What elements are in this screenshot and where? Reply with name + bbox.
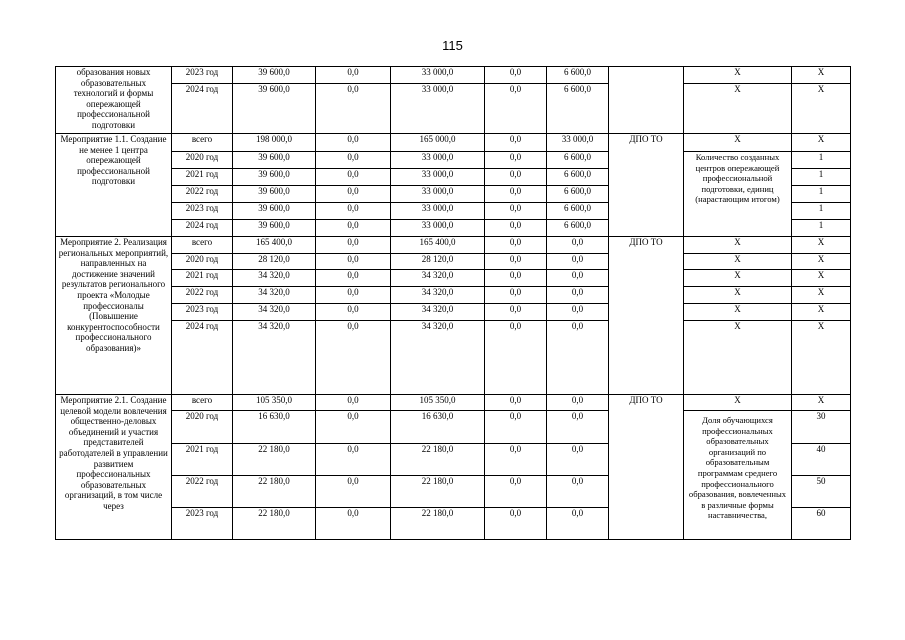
total-cell: 34 320,0 — [233, 287, 316, 304]
total-cell: 105 350,0 — [233, 395, 316, 411]
extra-cell: 0,0 — [547, 395, 609, 411]
total-cell: 165 400,0 — [233, 237, 316, 254]
value-cell: X — [792, 270, 851, 287]
indicator-cell: X — [684, 254, 792, 270]
federal-cell: 0,0 — [316, 67, 391, 84]
extra-cell: 33 000,0 — [547, 134, 609, 152]
executor-cell: ДПО ТО — [609, 134, 684, 237]
indicator-cell: X — [684, 237, 792, 254]
local-cell: 0,0 — [485, 254, 547, 270]
indicator-cell: X — [684, 270, 792, 287]
value-cell: 50 — [792, 476, 851, 508]
year-cell: 2024 год — [172, 220, 233, 237]
extra-cell: 0,0 — [547, 321, 609, 395]
federal-cell: 0,0 — [316, 444, 391, 476]
total-cell: 39 600,0 — [233, 67, 316, 84]
regional-cell: 22 180,0 — [391, 508, 485, 540]
federal-cell: 0,0 — [316, 237, 391, 254]
value-cell: X — [792, 254, 851, 270]
local-cell: 0,0 — [485, 444, 547, 476]
federal-cell: 0,0 — [316, 508, 391, 540]
extra-cell: 6 600,0 — [547, 152, 609, 169]
local-cell: 0,0 — [485, 67, 547, 84]
regional-cell: 22 180,0 — [391, 444, 485, 476]
local-cell: 0,0 — [485, 476, 547, 508]
total-cell: 39 600,0 — [233, 220, 316, 237]
value-cell: 40 — [792, 444, 851, 476]
measure-name: Мероприятие 2.1. Создание целевой модели вовлечения общественно-деловых объединений и участия представителей работодателей в управлении развитием профессиональных образовательных организаций, в том числе через — [56, 395, 172, 540]
value-cell: 1 — [792, 203, 851, 220]
total-cell: 39 600,0 — [233, 203, 316, 220]
year-cell: 2021 год — [172, 444, 233, 476]
federal-cell: 0,0 — [316, 476, 391, 508]
extra-cell: 0,0 — [547, 237, 609, 254]
table-row — [56, 152, 851, 169]
regional-cell: 34 320,0 — [391, 304, 485, 321]
extra-cell: 6 600,0 — [547, 67, 609, 84]
budget-table — [55, 66, 851, 540]
value-cell: X — [792, 395, 851, 411]
local-cell: 0,0 — [485, 270, 547, 287]
total-cell: 16 630,0 — [233, 411, 316, 444]
indicator-cell: X — [684, 321, 792, 395]
measure-name: Мероприятие 2. Реализация региональных мероприятий, направленных на достижение значений результатов регионального проекта «Молодые профессионалы (Повышение конкурентоспособности профессионального образования)» — [56, 237, 172, 395]
regional-cell: 33 000,0 — [391, 203, 485, 220]
local-cell: 0,0 — [485, 134, 547, 152]
extra-cell: 6 600,0 — [547, 203, 609, 220]
extra-cell: 0,0 — [547, 444, 609, 476]
federal-cell: 0,0 — [316, 152, 391, 169]
federal-cell: 0,0 — [316, 186, 391, 203]
value-cell: 1 — [792, 169, 851, 186]
regional-cell: 34 320,0 — [391, 287, 485, 304]
regional-cell: 28 120,0 — [391, 254, 485, 270]
local-cell: 0,0 — [485, 220, 547, 237]
year-cell: всего — [172, 134, 233, 152]
local-cell: 0,0 — [485, 321, 547, 395]
year-cell: 2024 год — [172, 84, 233, 134]
table-row — [56, 411, 851, 444]
local-cell: 0,0 — [485, 169, 547, 186]
total-cell: 39 600,0 — [233, 84, 316, 134]
year-cell: 2023 год — [172, 67, 233, 84]
value-cell: X — [792, 67, 851, 84]
total-cell: 22 180,0 — [233, 508, 316, 540]
regional-cell: 16 630,0 — [391, 411, 485, 444]
regional-cell: 33 000,0 — [391, 186, 485, 203]
executor-cell — [609, 67, 684, 134]
federal-cell: 0,0 — [316, 254, 391, 270]
year-cell: 2020 год — [172, 254, 233, 270]
year-cell: 2022 год — [172, 287, 233, 304]
year-cell: 2023 год — [172, 203, 233, 220]
total-cell: 34 320,0 — [233, 321, 316, 395]
indicator-cell: X — [684, 395, 792, 411]
executor-cell: ДПО ТО — [609, 237, 684, 395]
regional-cell: 34 320,0 — [391, 321, 485, 395]
federal-cell: 0,0 — [316, 270, 391, 287]
federal-cell: 0,0 — [316, 134, 391, 152]
table-row — [56, 395, 851, 411]
regional-cell: 105 350,0 — [391, 395, 485, 411]
value-cell: 1 — [792, 152, 851, 169]
indicator-cell: X — [684, 304, 792, 321]
value-cell: 1 — [792, 186, 851, 203]
regional-cell: 33 000,0 — [391, 152, 485, 169]
year-cell: 2020 год — [172, 411, 233, 444]
federal-cell: 0,0 — [316, 169, 391, 186]
indicator-cell: X — [684, 287, 792, 304]
total-cell: 198 000,0 — [233, 134, 316, 152]
local-cell: 0,0 — [485, 203, 547, 220]
total-cell: 22 180,0 — [233, 476, 316, 508]
measure-name: Мероприятие 1.1. Создание не менее 1 центра опережающей профессиональной подготовки — [56, 134, 172, 237]
regional-cell: 33 000,0 — [391, 67, 485, 84]
regional-cell: 33 000,0 — [391, 84, 485, 134]
executor-cell: ДПО ТО — [609, 395, 684, 540]
indicator-cell: X — [684, 67, 792, 84]
federal-cell: 0,0 — [316, 321, 391, 395]
total-cell: 22 180,0 — [233, 444, 316, 476]
year-cell: 2021 год — [172, 169, 233, 186]
table-row — [56, 287, 851, 304]
extra-cell: 0,0 — [547, 476, 609, 508]
regional-cell: 165 400,0 — [391, 237, 485, 254]
local-cell: 0,0 — [485, 84, 547, 134]
measure-name: образования новых образовательных технологий и формы опережающей профессиональной подготовки — [56, 67, 172, 134]
value-cell: X — [792, 321, 851, 395]
local-cell: 0,0 — [485, 237, 547, 254]
federal-cell: 0,0 — [316, 203, 391, 220]
extra-cell: 6 600,0 — [547, 186, 609, 203]
table-row — [56, 321, 851, 395]
indicator-description: Количество созданных центров опережающей профессиональной подготовки, единиц (нарастающим итогом) — [684, 152, 792, 237]
extra-cell: 0,0 — [547, 411, 609, 444]
value-cell: X — [792, 134, 851, 152]
federal-cell: 0,0 — [316, 304, 391, 321]
value-cell: X — [792, 237, 851, 254]
total-cell: 34 320,0 — [233, 270, 316, 287]
year-cell: 2022 год — [172, 186, 233, 203]
regional-cell: 22 180,0 — [391, 476, 485, 508]
extra-cell: 0,0 — [547, 508, 609, 540]
federal-cell: 0,0 — [316, 411, 391, 444]
total-cell: 34 320,0 — [233, 304, 316, 321]
regional-cell: 33 000,0 — [391, 220, 485, 237]
year-cell: всего — [172, 395, 233, 411]
extra-cell: 0,0 — [547, 304, 609, 321]
local-cell: 0,0 — [485, 411, 547, 444]
total-cell: 39 600,0 — [233, 152, 316, 169]
table-row — [56, 270, 851, 287]
total-cell: 28 120,0 — [233, 254, 316, 270]
extra-cell: 6 600,0 — [547, 220, 609, 237]
indicator-description: Доля обучающихся профессиональных образовательных организаций по образовательным программам среднего профессионального образования, вовлеченных в различные формы наставничества, — [684, 411, 792, 540]
extra-cell: 6 600,0 — [547, 84, 609, 134]
regional-cell: 34 320,0 — [391, 270, 485, 287]
regional-cell: 165 000,0 — [391, 134, 485, 152]
extra-cell: 6 600,0 — [547, 169, 609, 186]
total-cell: 39 600,0 — [233, 186, 316, 203]
local-cell: 0,0 — [485, 304, 547, 321]
extra-cell: 0,0 — [547, 254, 609, 270]
table-row — [56, 254, 851, 270]
regional-cell: 33 000,0 — [391, 169, 485, 186]
value-cell: 1 — [792, 220, 851, 237]
table-row — [56, 84, 851, 134]
value-cell: 30 — [792, 411, 851, 444]
federal-cell: 0,0 — [316, 84, 391, 134]
value-cell: X — [792, 84, 851, 134]
extra-cell: 0,0 — [547, 270, 609, 287]
value-cell: X — [792, 304, 851, 321]
table-row — [56, 134, 851, 152]
local-cell: 0,0 — [485, 287, 547, 304]
page-number: 115 — [442, 38, 463, 53]
federal-cell: 0,0 — [316, 287, 391, 304]
year-cell: 2023 год — [172, 508, 233, 540]
extra-cell: 0,0 — [547, 287, 609, 304]
federal-cell: 0,0 — [316, 395, 391, 411]
year-cell: 2022 год — [172, 476, 233, 508]
local-cell: 0,0 — [485, 186, 547, 203]
value-cell: 60 — [792, 508, 851, 540]
table-row — [56, 304, 851, 321]
local-cell: 0,0 — [485, 395, 547, 411]
indicator-cell: X — [684, 134, 792, 152]
federal-cell: 0,0 — [316, 220, 391, 237]
local-cell: 0,0 — [485, 152, 547, 169]
table-row — [56, 237, 851, 254]
indicator-cell: X — [684, 84, 792, 134]
year-cell: 2020 год — [172, 152, 233, 169]
total-cell: 39 600,0 — [233, 169, 316, 186]
year-cell: 2023 год — [172, 304, 233, 321]
table-row — [56, 67, 851, 84]
year-cell: 2024 год — [172, 321, 233, 395]
year-cell: 2021 год — [172, 270, 233, 287]
value-cell: X — [792, 287, 851, 304]
year-cell: всего — [172, 237, 233, 254]
local-cell: 0,0 — [485, 508, 547, 540]
